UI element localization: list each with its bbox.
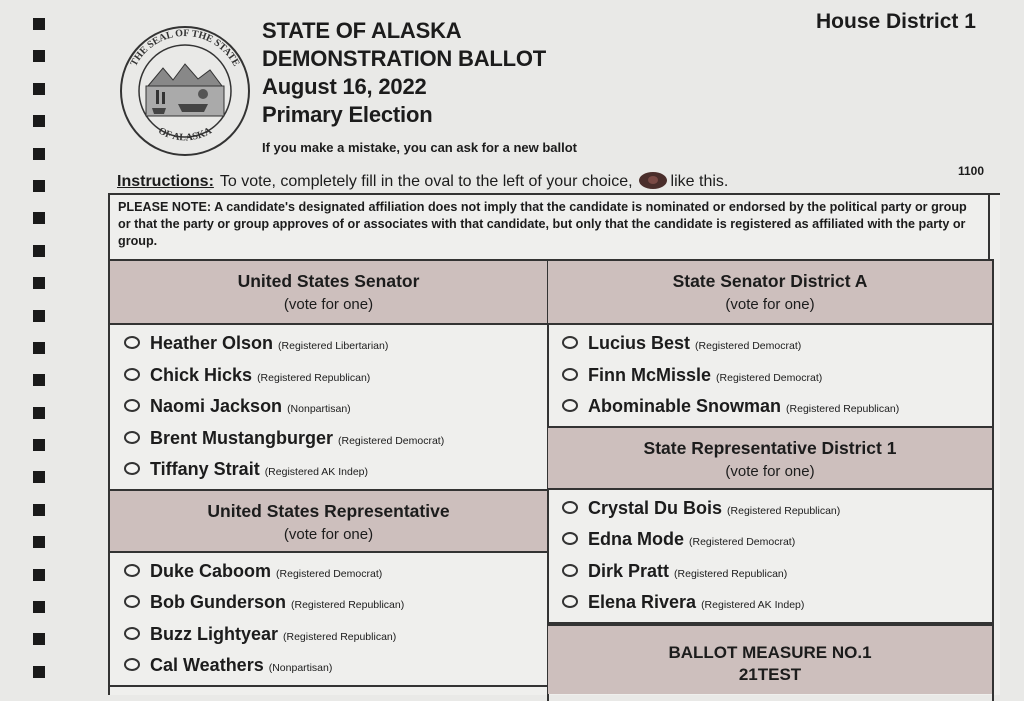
ballot-measure-line1: BALLOT MEASURE NO.1 (668, 642, 872, 662)
timing-mark (33, 342, 45, 354)
candidate-option[interactable] (548, 587, 992, 619)
candidate-option[interactable] (110, 391, 547, 423)
ballot-type: DEMONSTRATION BALLOT (262, 46, 547, 71)
vote-oval[interactable] (124, 431, 140, 444)
candidate-option[interactable] (110, 328, 547, 360)
race-header (110, 491, 547, 553)
candidate-affiliation: (Registered Republican) (727, 504, 841, 517)
state-name: STATE OF ALASKA (262, 18, 462, 43)
vote-oval[interactable] (562, 564, 578, 577)
mistake-note: If you make a mistake, you can ask for a new ballot (262, 140, 578, 155)
candidate-name-group (588, 561, 787, 582)
timing-mark (33, 50, 45, 62)
candidate-affiliation: (Registered Democrat) (716, 371, 823, 384)
candidate-name: Elena Rivera (588, 592, 697, 612)
timing-mark (33, 180, 45, 192)
seal-top-text: THE SEAL OF THE STATE (128, 27, 242, 69)
race-instruction: (vote for one) (283, 296, 374, 313)
candidate-name-group (588, 396, 899, 417)
candidate-name-group (588, 592, 804, 613)
filled-oval-example-icon (639, 172, 667, 189)
instructions (117, 172, 728, 191)
timing-mark (33, 504, 45, 516)
race-header (110, 261, 547, 325)
candidate-affiliation: (Nonpartisan) (287, 403, 351, 415)
affiliation-note: PLEASE NOTE: A candidate's designated affiliation does not imply that the candidate is nominated or endorsed by the political party or group or that the party or group approves of or associates with that candidate, but only that the candidate is registered as affiliated with the party or group. (110, 195, 990, 259)
candidate-option[interactable] (110, 360, 547, 392)
instructions-text: To vote, completely fill in the oval to the left of your choice, (219, 173, 633, 190)
candidate-name-group (150, 365, 370, 386)
candidate-name-group (150, 333, 388, 354)
race-title: United States Senator (237, 271, 420, 291)
candidate-name-group (150, 428, 444, 449)
timing-mark (33, 148, 45, 160)
candidate-option[interactable] (110, 650, 547, 682)
ballot-measure-line2: 21TEST (738, 664, 802, 684)
candidate-affiliation: (Registered Democrat) (338, 434, 445, 447)
candidate-name-group (150, 459, 368, 480)
timing-mark (33, 601, 45, 613)
seal-bottom-text: OF ALASKA (156, 125, 214, 144)
candidate-option[interactable] (110, 423, 547, 455)
race-header (548, 428, 992, 490)
candidate-name: Naomi Jackson (150, 396, 283, 416)
vote-oval[interactable] (562, 399, 578, 412)
candidate-option[interactable] (110, 454, 547, 486)
timing-mark (33, 633, 45, 645)
timing-mark (33, 407, 45, 419)
candidate-affiliation: (Registered AK Indep) (264, 466, 368, 478)
right-column (548, 259, 994, 701)
candidate-name: Lucius Best (588, 333, 691, 353)
timing-mark (33, 18, 45, 30)
race-instruction: (vote for one) (283, 525, 374, 543)
candidate-name: Duke Caboom (150, 560, 272, 581)
vote-oval[interactable] (124, 658, 140, 671)
timing-mark (33, 471, 45, 483)
race-title: United States Representative (207, 500, 450, 521)
race-instruction: (vote for one) (725, 296, 815, 313)
vote-oval[interactable] (124, 368, 140, 381)
race-header (548, 261, 992, 325)
candidate-affiliation: (Registered Republican) (674, 567, 788, 580)
timing-mark (33, 374, 45, 386)
timing-mark (33, 536, 45, 548)
instructions-label: Instructions: (117, 173, 214, 190)
candidate-name: Edna Mode (588, 529, 685, 549)
timing-mark (33, 212, 45, 224)
candidate-name-group (150, 396, 351, 417)
timing-mark (33, 666, 45, 678)
candidate-affiliation: (Registered Democrat) (695, 340, 802, 352)
candidate-affiliation: (Registered Republican) (291, 599, 405, 611)
vote-oval[interactable] (562, 532, 578, 545)
candidate-name: Cal Weathers (150, 655, 264, 675)
candidate-name: Crystal Du Bois (588, 497, 723, 518)
candidate-list (548, 490, 992, 624)
candidate-affiliation: (Registered Democrat) (689, 536, 796, 548)
candidate-list (110, 325, 547, 491)
vote-oval[interactable] (562, 336, 578, 349)
timing-marks (33, 18, 45, 698)
candidate-name-group (588, 498, 840, 519)
candidate-list (110, 553, 547, 687)
election-name: Primary Election (262, 102, 433, 127)
candidate-option[interactable] (548, 493, 992, 525)
house-district: House District 1 (816, 10, 976, 33)
candidate-name: Brent Mustangburger (150, 427, 334, 448)
candidate-affiliation: (Registered Republican) (257, 371, 371, 384)
ballot-code: 1100 (958, 164, 985, 178)
candidate-affiliation: (Registered Republican) (786, 403, 900, 415)
candidate-name: Heather Olson (150, 333, 274, 353)
vote-oval[interactable] (124, 564, 140, 577)
ballot-measure-header (548, 624, 992, 694)
vote-oval[interactable] (562, 368, 578, 381)
candidate-name-group (150, 592, 404, 613)
candidate-name: Abominable Snowman (588, 396, 782, 416)
candidate-list (548, 325, 992, 428)
vote-oval[interactable] (124, 336, 140, 349)
timing-mark (33, 83, 45, 95)
race-title: State Senator District A (672, 271, 868, 291)
timing-mark (33, 569, 45, 581)
election-date: August 16, 2022 (262, 74, 427, 99)
timing-mark (33, 439, 45, 451)
candidate-affiliation: (Registered Democrat) (276, 567, 383, 580)
race-instruction: (vote for one) (725, 462, 815, 480)
candidate-affiliation: (Registered Republican) (283, 630, 397, 643)
candidate-name-group (588, 529, 795, 550)
candidate-affiliation: (Nonpartisan) (268, 662, 333, 674)
candidate-name: Chick Hicks (150, 364, 253, 385)
candidate-name: Tiffany Strait (150, 459, 260, 479)
candidate-option[interactable] (548, 328, 992, 360)
vote-oval[interactable] (124, 462, 140, 475)
timing-mark (33, 245, 45, 257)
vote-oval[interactable] (562, 595, 578, 608)
left-column (110, 259, 549, 701)
ballot-grid (108, 193, 1000, 695)
timing-mark (33, 277, 45, 289)
candidate-name-group (588, 333, 801, 354)
vote-oval[interactable] (562, 501, 578, 514)
candidate-option[interactable] (548, 556, 992, 588)
vote-oval[interactable] (124, 399, 140, 412)
candidate-option[interactable] (110, 587, 547, 619)
candidate-affiliation: (Registered AK Indep) (701, 599, 805, 611)
vote-oval[interactable] (124, 595, 140, 608)
candidate-option[interactable] (548, 360, 992, 392)
candidate-affiliation: (Registered Libertarian) (278, 340, 389, 352)
candidate-name: Finn McMissle (588, 364, 712, 385)
candidate-name: Dirk Pratt (588, 560, 670, 581)
candidate-name-group (588, 365, 822, 386)
candidate-name-group (150, 655, 332, 676)
alaska-seal (118, 24, 252, 158)
candidate-option[interactable] (548, 391, 992, 423)
candidate-name: Bob Gunderson (150, 592, 286, 612)
candidate-name-group (150, 561, 382, 582)
candidate-name: Buzz Lightyear (150, 623, 279, 644)
candidate-option[interactable] (548, 524, 992, 556)
race-title: State Representative District 1 (643, 437, 897, 458)
candidate-option[interactable] (110, 556, 547, 588)
instructions-text-after: like this. (670, 173, 729, 190)
candidate-name-group (150, 624, 396, 645)
candidate-option[interactable] (110, 619, 547, 651)
timing-mark (33, 115, 45, 127)
vote-oval[interactable] (124, 627, 140, 640)
timing-mark (33, 310, 45, 322)
